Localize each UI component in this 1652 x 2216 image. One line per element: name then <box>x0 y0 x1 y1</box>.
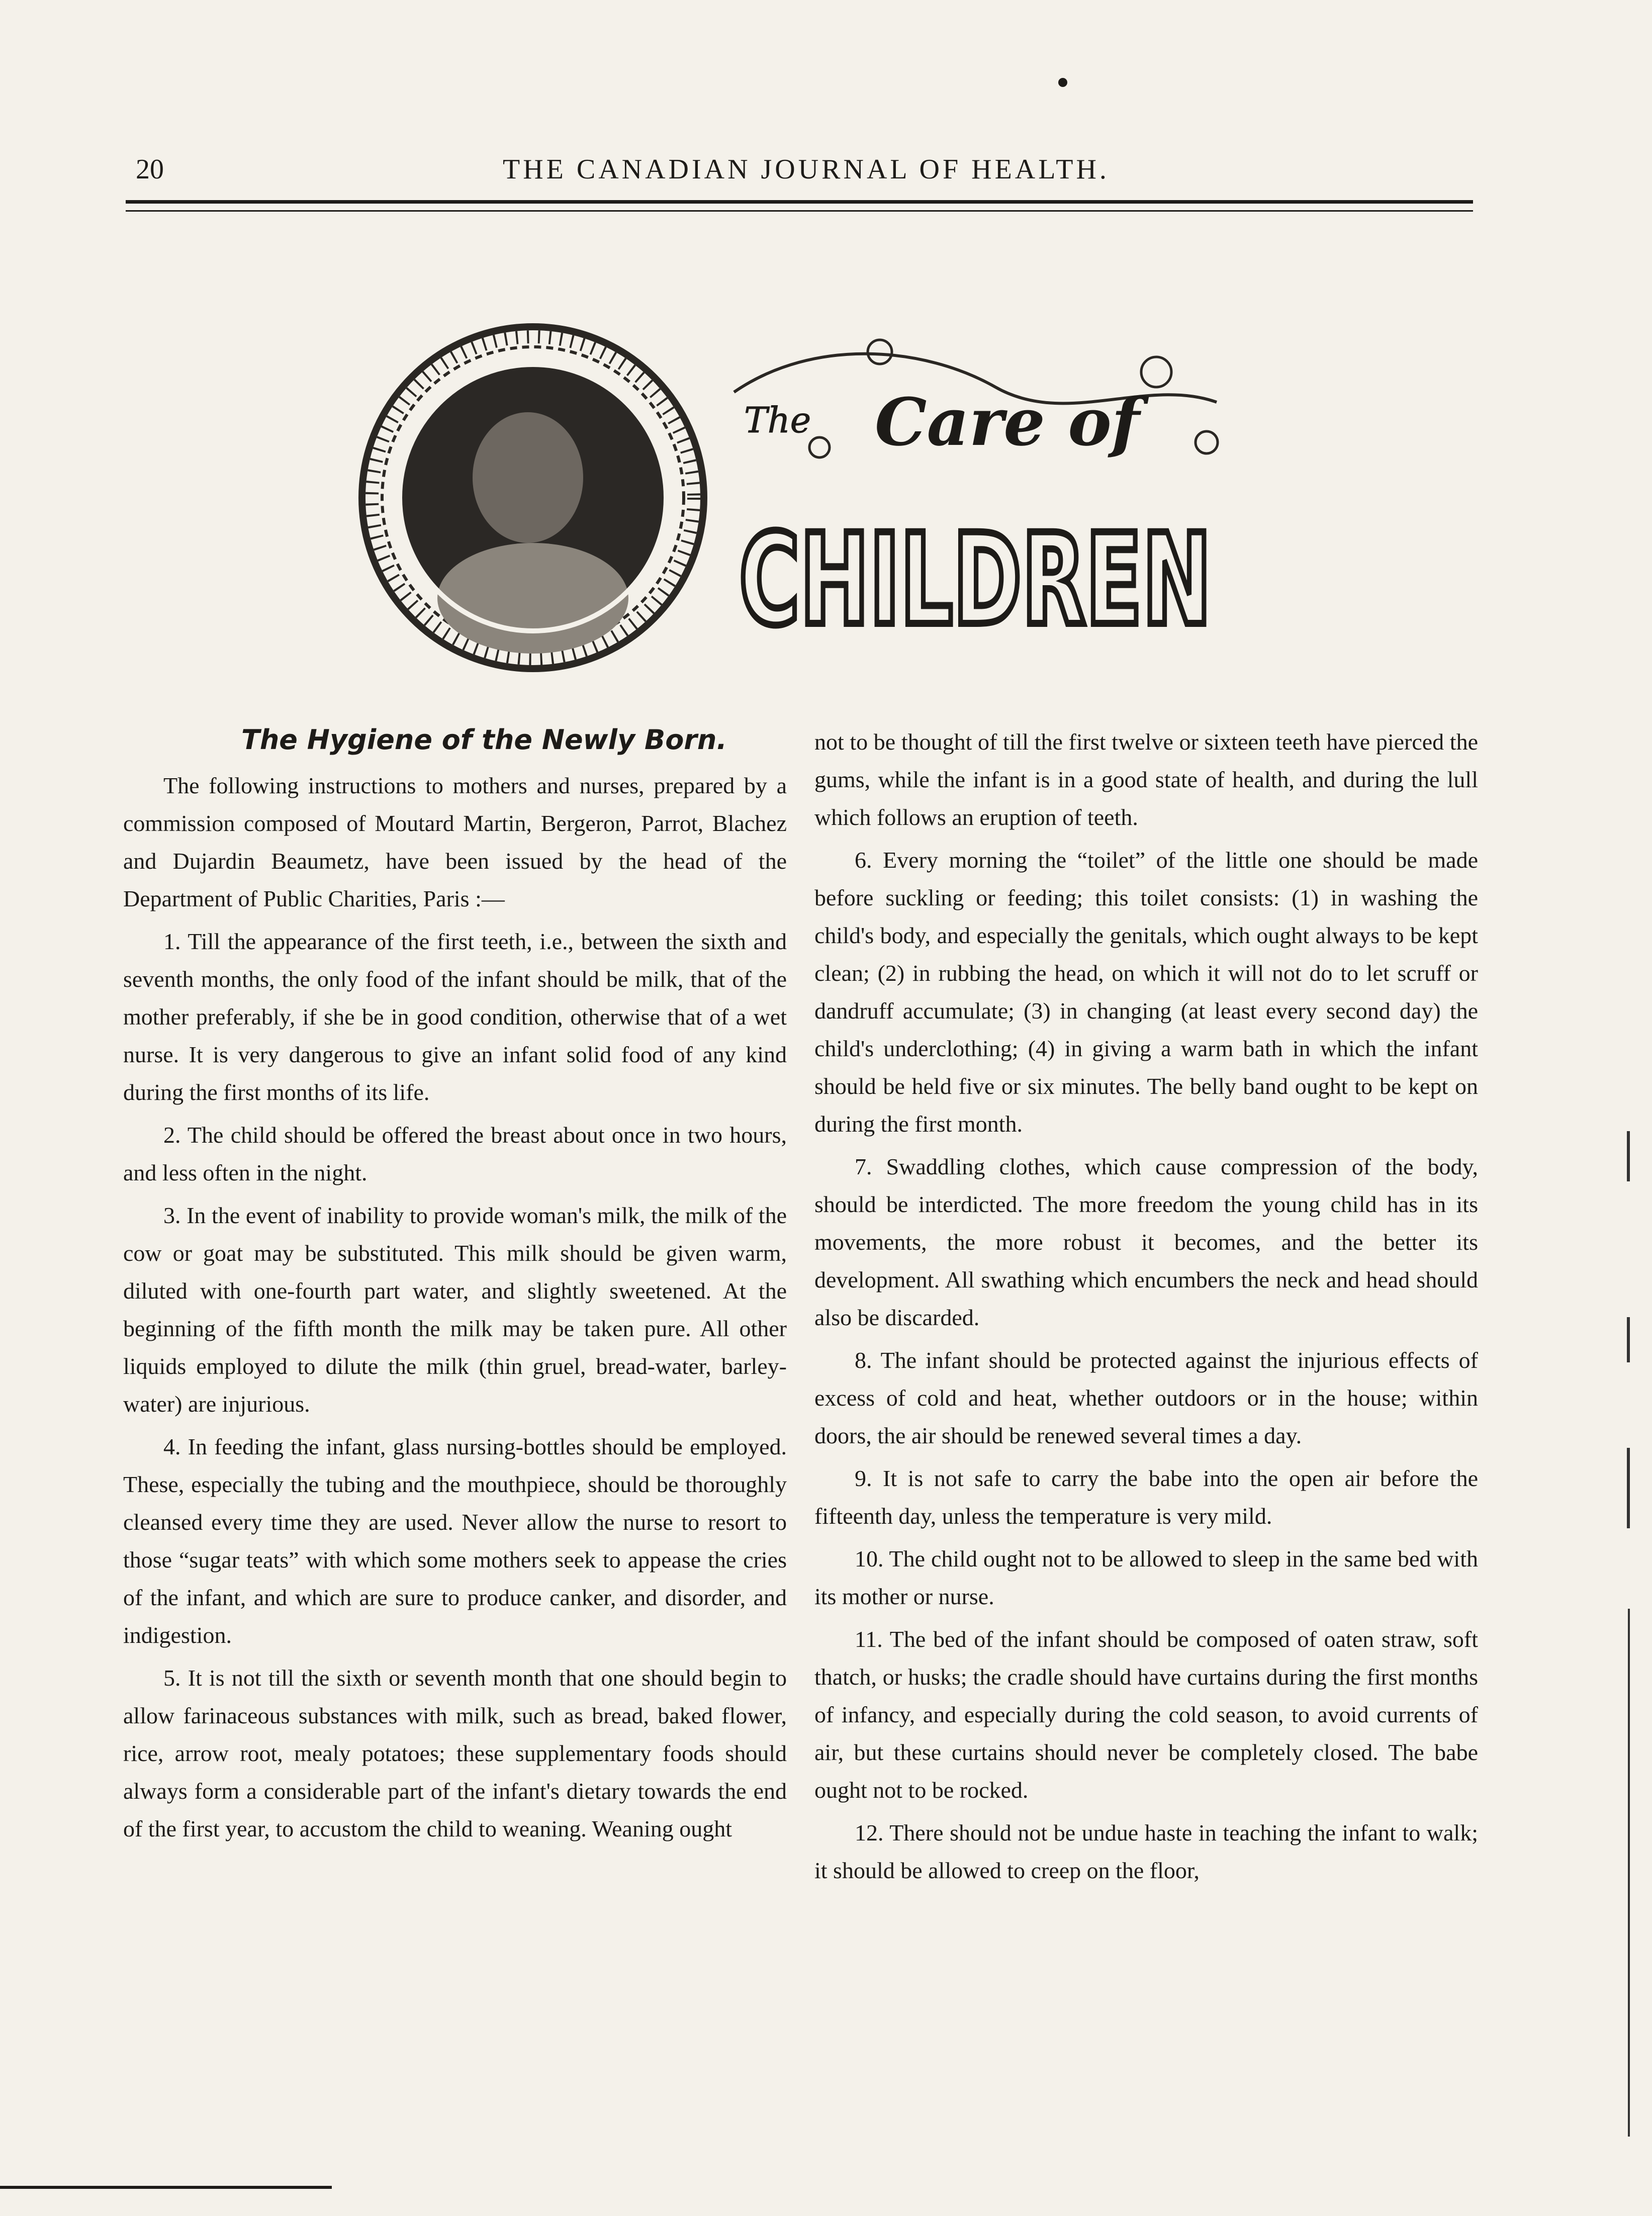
paragraph-9: 9. It is not safe to carry the babe into the open air before the fifteenth day, unless the temperature is very mild. <box>814 1465 1478 1529</box>
paragraph-6: 6. Every morning the “toilet” of the little one should be made before suckling or feeding; this toilet consists: (1) in washing the child's body, and especially the genitals, which ought always to be kept clean; (2) in rubbing the head, on which it will not do to let scruff or dandruff accumulate; (3) in changing (at least every second day) the child's underclothing; (4) in giving a warm bath in which the infant should be held five or six minutes. The belly band ought to be kept on during the first month. <box>814 847 1478 1137</box>
article-title: The Hygiene of the Newly Born. <box>241 724 727 756</box>
header-rule <box>126 200 1473 204</box>
left-column <box>123 767 787 1853</box>
floral-portrait-frame <box>352 317 714 679</box>
children-title-lettering <box>714 317 1257 679</box>
scan-edge-mark <box>1628 1609 1630 2137</box>
paragraph-12: 12. There should not be undue haste in teaching the infant to walk; it should be allowed to creep on the floor, <box>814 1820 1478 1883</box>
paragraph-8: 8. The infant should be protected against the injurious effects of excess of cold and heat, whether outdoors or in the house; within doors, the air should be renewed several times a day. <box>814 1347 1478 1448</box>
paragraph-3: 3. In the event of inability to provide woman's milk, the milk of the cow or goat may be substituted. This milk should be given warm, diluted with one-fourth part water, and slightly sweetened. At the beginning of the fifth month the milk may be taken pure. All other liquids employed to dilute the milk (thin gruel, bread-water, barley-water) are injurious. <box>123 1203 787 1417</box>
bottom-rule <box>0 2186 332 2189</box>
paragraph-intro: The following instructions to mothers and nurses, prepared by a commission composed of Moutard Martin, Bergeron, Parrot, Blachez and Dujardin Beaumetz, have been issued by the head of the Department of Public Charities, Paris :— <box>123 773 787 911</box>
paragraph-1: 1. Till the appearance of the first teeth, i.e., between the sixth and seventh months, the only food of the infant should be milk, that of the mother preferably, if she be in good condition, otherwise that of a wet nurse. It is very dangerous to give an infant solid food of any kind during the first months of its life. <box>123 929 787 1105</box>
scan-edge-mark <box>1627 1131 1630 1181</box>
header-rule-thin <box>126 210 1473 212</box>
paragraph-11: 11. The bed of the infant should be composed of oaten straw, soft thatch, or husks; the cradle should have curtains during the first months of infancy, and especially during the cold season, to avoid currents of air, but these curtains should never be completely closed. The babe ought not to be rocked. <box>814 1626 1478 1803</box>
running-title: THE CANADIAN JOURNAL OF HEALTH. <box>503 154 1110 185</box>
paragraph-5: 5. It is not till the sixth or seventh month that one should begin to allow farinaceous substances with milk, such as bread, baked flower, rice, arrow root, mealy potatoes; these supplementary foods should always form a considerable part of the infant's dietary towards the end of the first year, to accustom the child to weaning. Weaning ought <box>123 1665 787 1841</box>
paragraph-7: 7. Swaddling clothes, which cause compression of the body, should be interdicted. The more freedom the young child has in its movements, the more robust it becomes, and the better its development. All swathing which encumbers the neck and head should also be discarded. <box>814 1154 1478 1330</box>
ink-speck <box>1058 78 1067 87</box>
title-children: CHILDREN <box>739 507 1212 653</box>
paragraph-5-continuation: not to be thought of till the first twelve or sixteen teeth have pierced the gums, while the infant is in a good state of health, and during the lull which follows an eruption of teeth. <box>814 729 1478 830</box>
title-the: The <box>744 400 811 441</box>
page-number: 20 <box>136 154 164 185</box>
right-column <box>814 723 1478 1894</box>
paragraph-4: 4. In feeding the infant, glass nursing-bottles should be employed. These, especially the tubing and the mouthpiece, should be thoroughly cleansed every time they are used. Never allow the nurse to resort to those “sugar teats” with which some mothers seek to appease the cries of the infant, and which are sure to produce canker, and disorder, and indigestion. <box>123 1434 787 1648</box>
scan-edge-mark <box>1627 1317 1630 1362</box>
care-of-children-illustration <box>352 317 1257 679</box>
title-care-of: Care of <box>875 384 1140 460</box>
paragraph-2: 2. The child should be offered the breast about once in two hours, and less often in the night. <box>123 1122 787 1185</box>
scan-edge-mark <box>1627 1448 1630 1528</box>
paragraph-10: 10. The child ought not to be allowed to sleep in the same bed with its mother or nurse. <box>814 1546 1478 1609</box>
